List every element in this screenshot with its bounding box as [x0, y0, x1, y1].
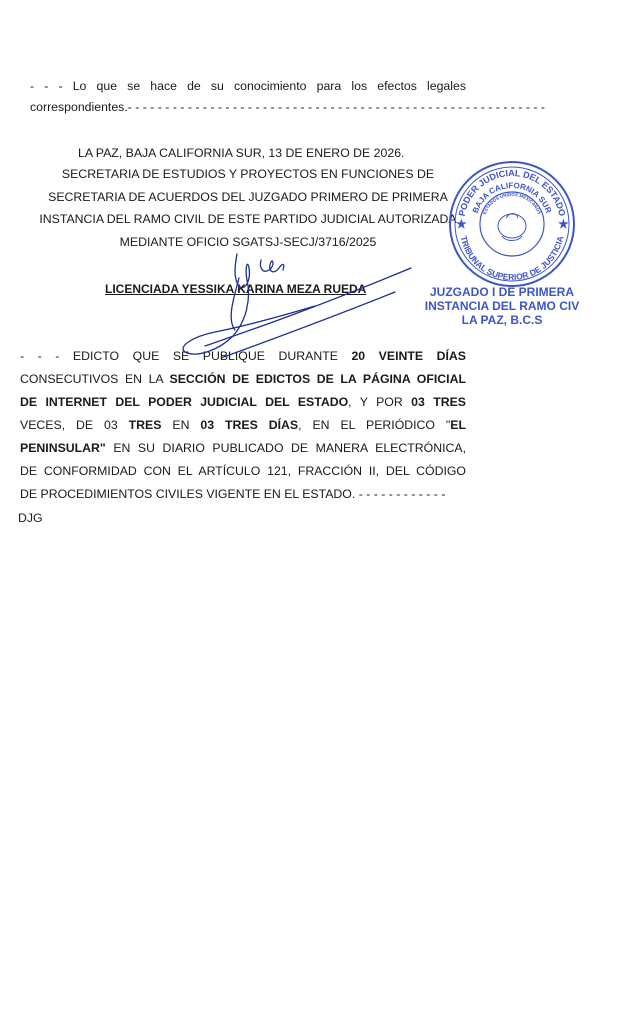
court-seal	[446, 158, 578, 290]
seal-ring-top-2: BAJA CALIFORNIA SUR	[470, 180, 554, 215]
edict-line-7: DE PROCEDIMIENTOS CIVILES VIGENTE EN EL ESTADO. - - - - - - - - - - - -	[20, 487, 446, 501]
edict-line-3: DE INTERNET DEL PODER JUDICIAL DEL ESTADO, Y POR 03 TRES	[20, 395, 466, 409]
authority-line-4: MEDIANTE OFICIO SGATSJ-SECJ/3716/2025	[119, 235, 377, 249]
authority-line-1: SECRETARIA DE ESTUDIOS Y PROYECTOS EN FUNCIONES DE	[61, 167, 435, 181]
svg-text:TRIBUNAL SUPERIOR DE JUSTICIA	[459, 235, 566, 282]
edict-line-2: CONSECUTIVOS EN LA SECCIÓN DE EDICTOS DE LA PÁGINA OFICIAL	[20, 372, 466, 386]
seal-label-2: INSTANCIA DEL RAMO CIV	[424, 299, 580, 313]
seal-label-1: JUZGADO I DE PRIMERA	[429, 285, 574, 299]
seal-ring-bottom: TRIBUNAL SUPERIOR DE JUSTICIA	[458, 234, 566, 283]
notice-line-2: correspondientes.- - - - - - - - - - - - - - - - - - - - - - - - - - - - - - - - - - - - - - - - - - - - - - - - - - - - - - - -	[30, 100, 545, 114]
seal-star-right-icon: ★	[558, 217, 569, 231]
authority-line-2: SECRETARIA DE ACUERDOS DEL JUZGADO PRIMERO DE PRIMERA	[48, 190, 448, 204]
date-line: LA PAZ, BAJA CALIFORNIA SUR, 13 DE ENERO DE 2026.	[78, 146, 405, 160]
initials: DJG	[18, 511, 43, 525]
seal-ring-top: PODER JUDICIAL DEL ESTADO	[456, 167, 568, 218]
seal-star-left-icon: ★	[456, 217, 467, 231]
seal-label-3: LA PAZ, B.C.S	[461, 313, 543, 327]
authority-line-3: INSTANCIA DEL RAMO CIVIL DE ESTE PARTIDO JUDICIAL AUTORIZADA	[39, 212, 457, 226]
signature-scribble	[175, 240, 420, 380]
seal-inner-text: ESTADOS UNIDOS MEXICANOS	[481, 191, 543, 216]
notice-line-1: - - - Lo que se hace de su conocimiento para los efectos legales	[30, 79, 466, 93]
edict-line-5: PENINSULAR" EN SU DIARIO PUBLICADO DE MANERA ELECTRÓNICA,	[20, 441, 466, 455]
edict-line-1: - - - EDICTO QUE SE PUBLIQUE DURANTE 20 VEINTE DÍAS	[20, 349, 466, 363]
edict-line-4: VECES, DE 03 TRES EN 03 TRES DÍAS, EN EL PERIÓDICO "EL	[20, 418, 467, 432]
edict-line-6: DE CONFORMIDAD CON EL ARTÍCULO 121, FRACCIÓN II, DEL CÓDIGO	[20, 464, 466, 478]
signer-name: LICENCIADA YESSIKA KARINA MEZA RUEDA	[105, 282, 367, 296]
